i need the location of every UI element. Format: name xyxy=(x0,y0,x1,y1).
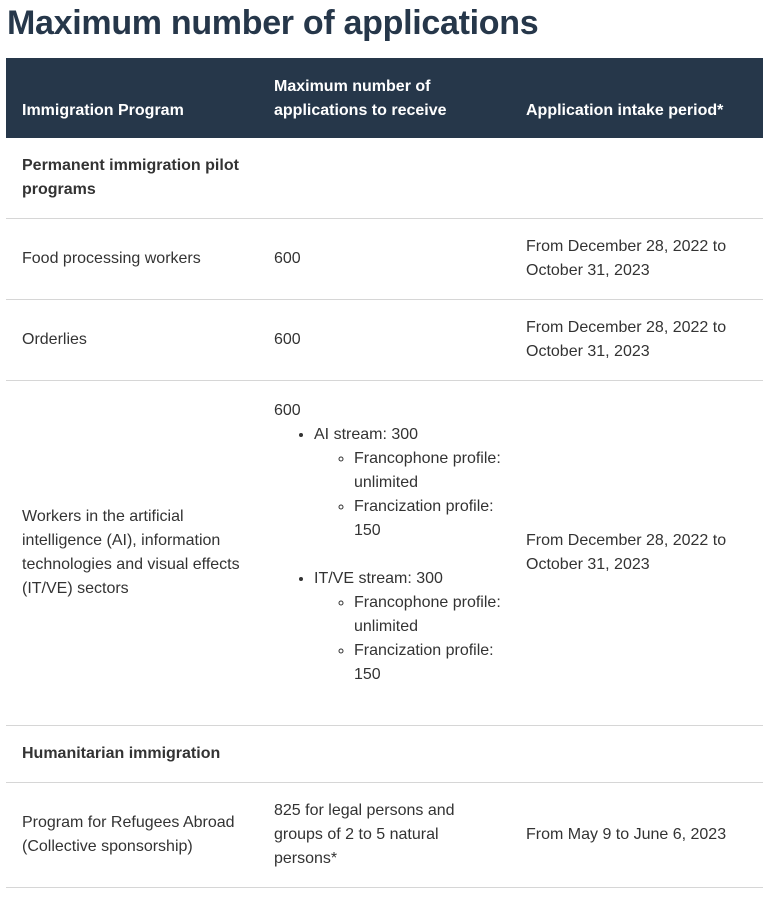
max-applications: 825 for legal persons and groups of 2 to 5 natural persons* xyxy=(258,783,510,888)
table-row xyxy=(6,783,763,888)
stream-item-ai xyxy=(314,423,502,567)
section-row-pilot-programs xyxy=(6,138,763,219)
empty-cell xyxy=(258,726,510,783)
applications-table xyxy=(6,58,763,888)
intake-period: From December 28, 2022 to October 31, 2023 xyxy=(510,381,763,726)
section-label: Humanitarian immigration xyxy=(6,726,258,783)
profile-item: ◦ Francophone profile: unlimited xyxy=(354,447,502,495)
header-intake-period: Application intake period* xyxy=(510,58,763,138)
profile-item: ◦ Francophone profile: unlimited xyxy=(354,591,502,639)
program-name: Program for Refugees Abroad (Collective sponsorship) xyxy=(6,783,258,888)
intake-period: From May 9 to June 6, 2023 xyxy=(510,783,763,888)
profile-item: ◦ Francization profile: 150 xyxy=(354,639,502,687)
profile-list xyxy=(314,591,502,687)
profile-item: ◦ Francization profile: 150 xyxy=(354,495,502,543)
intake-period: From December 28, 2022 to October 31, 2023 xyxy=(510,300,763,381)
max-applications: 600 xyxy=(258,300,510,381)
table-header-row xyxy=(6,58,763,138)
profile-list xyxy=(314,447,502,543)
page-title: Maximum number of applications xyxy=(7,4,539,42)
stream-item-itve xyxy=(314,567,502,687)
program-name: Workers in the artificial intelligence (AI), information technologies and visual effects (IT/VE) sectors xyxy=(6,381,258,726)
table-row xyxy=(6,219,763,300)
stream-list xyxy=(274,423,502,687)
empty-cell xyxy=(510,138,763,219)
section-row-humanitarian xyxy=(6,726,763,783)
section-label: Permanent immigration pilot programs xyxy=(6,138,258,219)
empty-cell xyxy=(258,138,510,219)
max-applications-total: 600 xyxy=(274,402,301,419)
program-name: Orderlies xyxy=(6,300,258,381)
max-applications: 600 xyxy=(258,219,510,300)
program-name: Food processing workers xyxy=(6,219,258,300)
table-row xyxy=(6,300,763,381)
intake-period: From December 28, 2022 to October 31, 2023 xyxy=(510,219,763,300)
empty-cell xyxy=(510,726,763,783)
max-applications-breakdown xyxy=(258,381,510,726)
stream-label: IT/VE stream: 300 xyxy=(314,570,443,587)
table-row xyxy=(6,381,763,726)
header-maximum-applications: Maximum number of applications to receive xyxy=(258,58,510,138)
stream-label: AI stream: 300 xyxy=(314,426,419,443)
header-immigration-program: Immigration Program xyxy=(6,58,258,138)
stream-breakdown xyxy=(274,393,502,713)
